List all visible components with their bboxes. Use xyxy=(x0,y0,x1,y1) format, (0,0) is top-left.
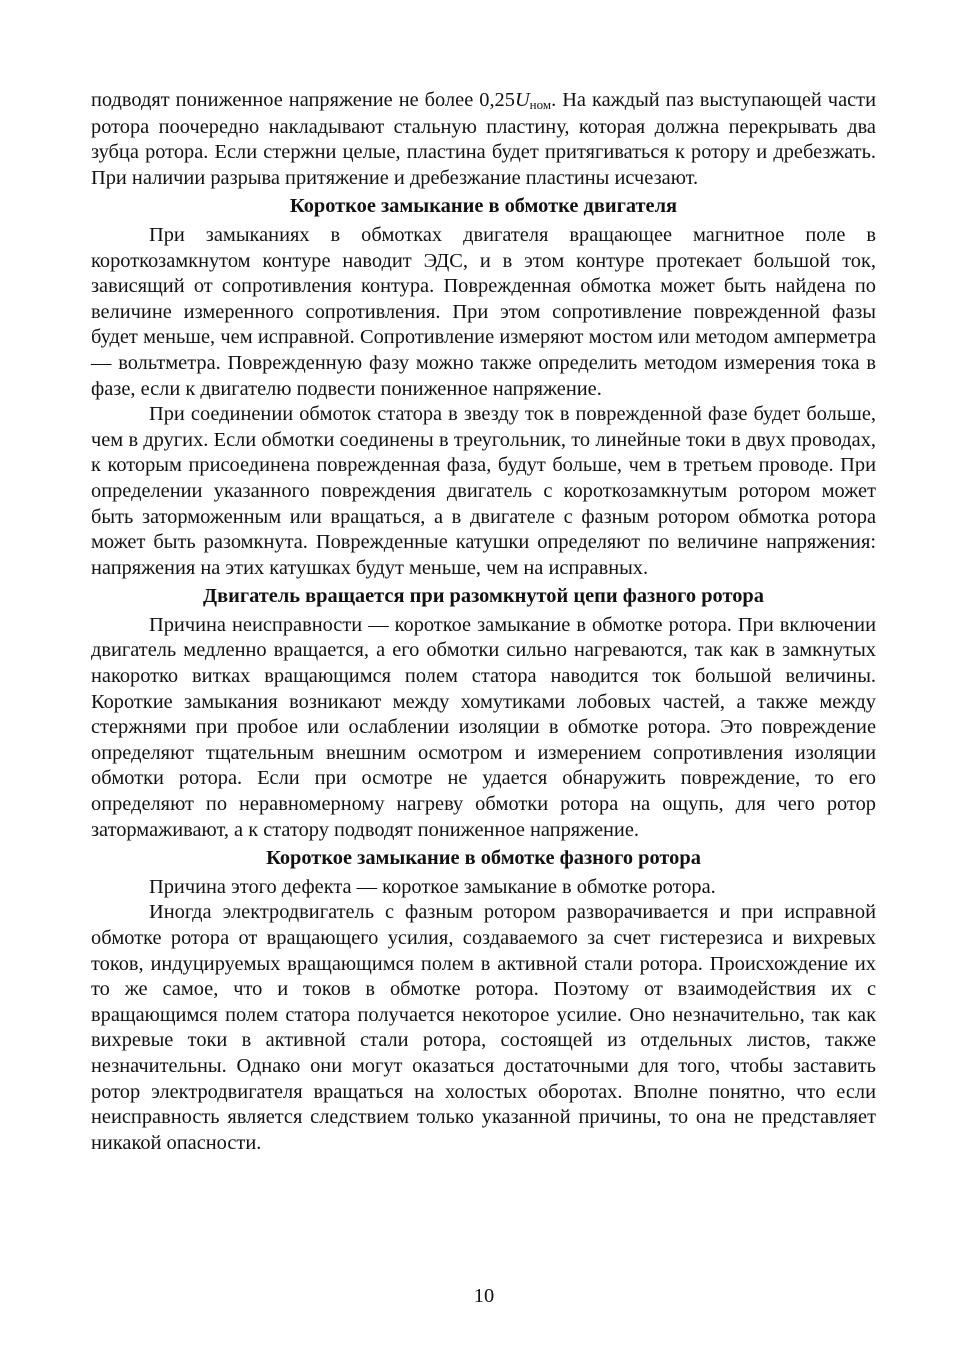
body-paragraph: Иногда электродвигатель с фазным ротором разворачивается и при исправной обмотке ротора от вращающего усилия, создаваемого за счет гистерезиса и вихревых токов, индуцируемых вращающимся полем в активной стали ротора. Происхождение их то же самое, что и токов в обмотке ротора. Поэтому от взаимодействия их с вращающимся полем статора получается некоторое усилие. Оно незначительно, так как вихревые токи в активной стали ротора, состоящей из отдельных листов, также незначительны. Однако они могут оказаться достаточными для того, чтобы заставить ротор электродвигателя вращаться на холостых оборотах. Вполне понятно, что если неисправность является следствием только указанной причины, то она не представляет никакой опасности. xyxy=(91,901,876,1154)
page-number: 10 xyxy=(473,1285,495,1307)
body-paragraph: Причина этого дефекта — короткое замыкание в обмотке ротора. xyxy=(149,875,716,898)
body-paragraph: Причина неисправности — короткое замыкание в обмотке ротора. При включении двигатель медленно вращается, а его обмотки сильно нагреваются, так как в замкнутых накоротко витках вращающимся полем статора наводится ток большой величины. Короткие замыкания возникают между хомутиками лобовых частей, а также между стержнями при пробое или ослаблении изоляции в обмотке ротора. Это повреждение определяют тщательным внешним осмотром и измерением сопротивления изоляции обмотки ротора. Если при осмотре не удается обнаружить повреждение, то его определяют по неравномерному нагреву обмотки ротора на ощупь, для чего ротор затормаживают, а к статору подводят пониженное напряжение. xyxy=(91,613,876,841)
body-paragraph: При замыканиях в обмотках двигателя вращающее магнитное поле в короткозамкнутом контуре наводит ЭДС, и в этом контуре протекает большой ток, зависящий от сопротивления контура. Поврежденная обмотка может быть найдена по величине измеренного сопротивления. При этом сопротивление поврежденной фазы будет меньше, чем исправной. Сопротивление измеряют мостом или методом амперметра — вольтметра. Поврежденную фазу можно также определить методом измерения тока в фазе, если к двигателю подвести пониженное напряжение. xyxy=(91,223,876,400)
formula-variable: U xyxy=(514,89,530,111)
section-heading: Двигатель вращается при разомкнутой цепи фазного ротора xyxy=(203,585,764,608)
document-page xyxy=(91,88,876,1156)
section-heading: Короткое замыкание в обмотке фазного ротора xyxy=(266,847,701,870)
intro-paragraph: подводят пониженное напряжение не более 0,25Uном. На каждый паз выступающей части ротора поочередно накладывают стальную пластину, которая должна перекрывать два зубца ротора. Если стержни целые, пластина будет притягиваться к ротору и дребезжать. При наличии разрыва притяжение и дребезжание пластины исчезают. xyxy=(91,89,876,189)
section-heading: Короткое замыкание в обмотке двигателя xyxy=(289,195,678,218)
body-paragraph: При соединении обмоток статора в звезду ток в поврежденной фазе будет больше, чем в других. Если обмотки соединены в треугольник, то линейные токи в двух проводах, к которым присоединена поврежденная фаза, будут больше, чем в третьем проводе. При определении указанного повреждения двигатель с короткозамкнутым ротором может быть заторможенным или вращаться, а в двигателе с фазным ротором обмотка ротора может быть разомкнута. Поврежденные катушки определяют по величине напряжения: напряжения на этих катушках будут меньше, чем на исправных. xyxy=(91,403,876,579)
formula-subscript: ном xyxy=(529,97,552,112)
